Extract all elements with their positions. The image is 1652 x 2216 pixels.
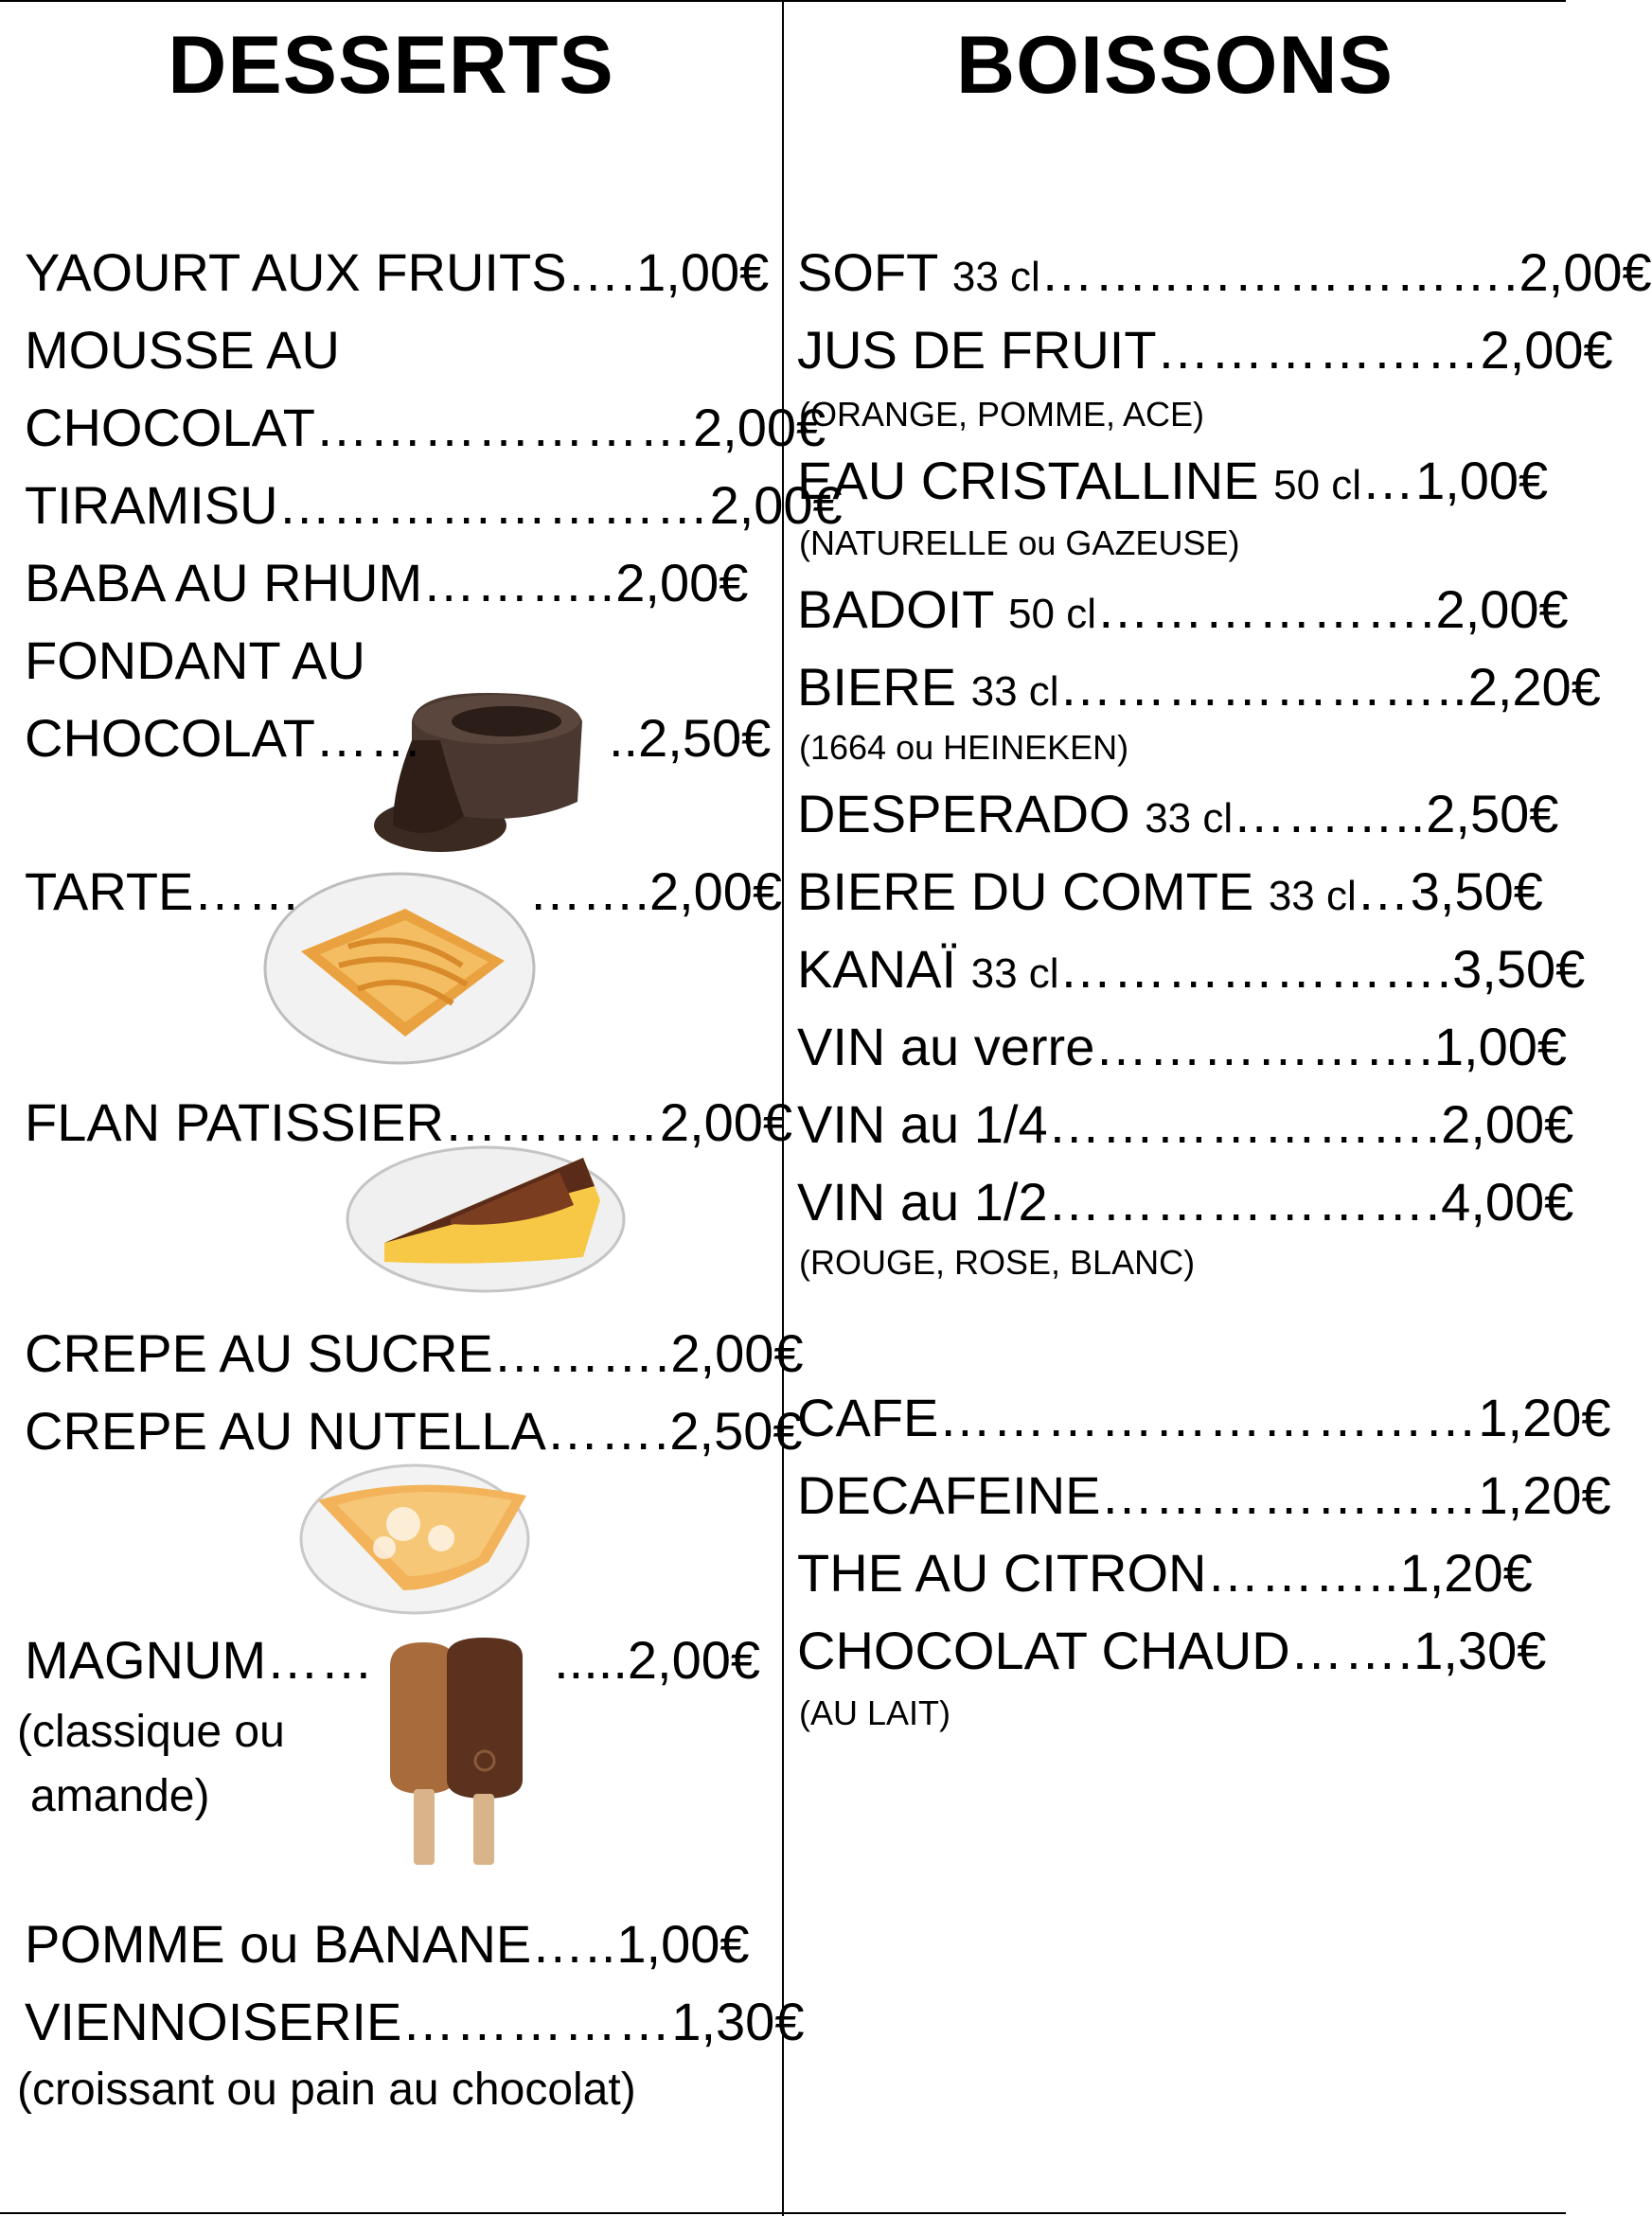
drink-dots: ………………. xyxy=(1094,1017,1434,1076)
biere-note: (1664 ou HEINEKEN) xyxy=(799,728,1129,767)
drink-volume: 50 cl xyxy=(1008,591,1096,637)
dessert-yaourt xyxy=(25,242,769,303)
dessert-tiramisu xyxy=(25,475,843,536)
dessert-name: CHOCOLAT xyxy=(25,708,315,768)
dessert-price: 2,00€ xyxy=(709,475,843,535)
dessert-price: 1,30€ xyxy=(671,1992,805,2051)
drink-biere xyxy=(797,657,1601,722)
drink-name: THE AU CITRON xyxy=(797,1543,1207,1603)
dessert-price: 2,00€ xyxy=(670,1323,804,1383)
dessert-crepe-nutella xyxy=(25,1401,803,1462)
drink-price: 2,00€ xyxy=(1435,579,1569,639)
dessert-pomme-banane xyxy=(25,1914,750,1975)
drink-dots: …………………. xyxy=(1047,1172,1442,1232)
dessert-dots: ………… xyxy=(443,1092,660,1152)
drink-jus xyxy=(797,320,1613,381)
drink-dots: ……. xyxy=(1289,1621,1414,1680)
dessert-name: MAGNUM xyxy=(25,1630,267,1690)
dessert-price: 2,00€ xyxy=(659,1092,793,1152)
dessert-dots: ………………… xyxy=(315,398,693,457)
drink-volume: 50 cl xyxy=(1273,462,1362,508)
drink-price: 2,20€ xyxy=(1467,657,1601,717)
boissons-heading: BOISSONS xyxy=(956,20,1394,111)
magnum-note-line2: amande) xyxy=(30,1771,210,1821)
drink-price: 1,30€ xyxy=(1413,1621,1547,1680)
dessert-crepe-sucre xyxy=(25,1323,804,1384)
drink-name: DESPERADO xyxy=(797,784,1130,843)
dessert-name: BABA AU RHUM xyxy=(25,553,423,612)
dessert-name: CHOCOLAT xyxy=(25,398,315,457)
dessert-dots: …………………… xyxy=(277,475,710,535)
drink-chocolat-chaud xyxy=(797,1621,1546,1681)
eau-note: (NATURELLE ou GAZEUSE) xyxy=(799,523,1240,562)
drink-price: 2,00€ xyxy=(1441,1094,1574,1154)
drink-name: VIN au 1/2 xyxy=(797,1172,1048,1232)
drink-dots: ……………… xyxy=(1156,320,1481,380)
dessert-dots: …. xyxy=(566,242,637,302)
drink-dots: …………………. xyxy=(1058,939,1453,999)
dessert-price: 2,50€ xyxy=(669,1401,803,1461)
dessert-dots: ……. xyxy=(545,1401,670,1461)
dessert-dots: …… xyxy=(266,1630,375,1690)
drink-dots: ………………. xyxy=(1095,579,1436,639)
drink-dots: … xyxy=(1356,861,1411,921)
drink-price: 1,20€ xyxy=(1399,1543,1533,1603)
drink-name: CHOCOLAT CHAUD xyxy=(797,1621,1290,1680)
drink-name: BADOIT xyxy=(797,579,994,639)
drink-name: VIN au verre xyxy=(797,1017,1095,1076)
drink-biere-du-comte xyxy=(797,861,1543,927)
dessert-dots: ……….. xyxy=(422,553,616,612)
drink-name: KANAÏ xyxy=(797,939,957,999)
drink-decafeine xyxy=(797,1465,1611,1526)
dessert-dots: …………… xyxy=(401,1992,672,2051)
vin-note: (ROUGE, ROSE, BLANC) xyxy=(799,1243,1196,1282)
chocolat-note: (AU LAIT) xyxy=(799,1693,951,1732)
drink-name: VIN au 1/4 xyxy=(797,1094,1048,1154)
drink-name: BIERE xyxy=(797,657,957,717)
drink-cafe xyxy=(797,1388,1611,1448)
drink-dots: ………………………… xyxy=(938,1388,1479,1447)
drink-soft xyxy=(797,242,1652,308)
drink-volume: 33 cl xyxy=(1145,795,1234,842)
dessert-baba xyxy=(25,553,748,613)
dessert-price: 1,00€ xyxy=(616,1914,750,1974)
drink-vin-verre xyxy=(797,1017,1567,1077)
desserts-heading: DESSERTS xyxy=(168,20,614,111)
magnum-note-line1: (classique ou xyxy=(17,1707,285,1757)
dessert-price: 2,00€ xyxy=(693,398,826,457)
drink-price: 2,00€ xyxy=(1480,320,1613,380)
dessert-fondant-line1 xyxy=(25,630,365,691)
dessert-name: MOUSSE AU xyxy=(25,320,340,380)
dessert-name: POMME ou BANANE xyxy=(25,1914,532,1974)
dessert-name: TARTE xyxy=(25,861,194,921)
drink-price: 3,50€ xyxy=(1452,939,1586,999)
dessert-name: YAOURT AUX FRUITS xyxy=(25,242,567,302)
drink-dots: …………………. xyxy=(1047,1094,1442,1154)
drink-volume: 33 cl xyxy=(970,950,1059,997)
dessert-price: …….2,00€ xyxy=(528,861,783,921)
viennoiserie-note: (croissant ou pain au chocolat) xyxy=(17,2065,636,2115)
dessert-name: FONDANT AU xyxy=(25,630,365,690)
magnum-ice-creams-photo xyxy=(381,1638,542,1869)
drink-dots: … xyxy=(1361,451,1416,510)
drink-price: 1,00€ xyxy=(1415,451,1549,510)
sugar-crepe-photo xyxy=(299,1458,530,1615)
drink-price: 2,50€ xyxy=(1426,784,1559,843)
drink-price: 1,00€ xyxy=(1433,1017,1568,1076)
drink-badoit xyxy=(797,579,1569,645)
dessert-dots: ………. xyxy=(492,1323,671,1383)
dessert-price: ..2,50€ xyxy=(609,708,772,768)
drink-volume: 33 cl xyxy=(970,668,1059,715)
drink-vin-demi xyxy=(797,1172,1573,1232)
drink-name: SOFT xyxy=(797,242,938,302)
dessert-name: FLAN PATISSIER xyxy=(25,1092,444,1152)
drink-name: CAFE xyxy=(797,1388,939,1447)
dessert-price: 1,00€ xyxy=(636,242,770,302)
drink-volume: 33 cl xyxy=(1268,873,1357,919)
drink-dots: ……….. xyxy=(1206,1543,1400,1603)
dessert-name: VIENNOISERIE xyxy=(25,1992,402,2051)
drink-dots: ……….. xyxy=(1233,784,1427,843)
drink-price: 1,20€ xyxy=(1478,1388,1611,1447)
drink-dots: ………………… xyxy=(1100,1465,1479,1525)
dessert-viennoiserie xyxy=(25,1992,804,2052)
drink-eau xyxy=(797,451,1548,516)
dessert-price: 2,00€ xyxy=(615,553,749,612)
drink-desperado xyxy=(797,784,1558,849)
drink-name: BIERE DU COMTE xyxy=(797,861,1254,921)
jus-note: (ORANGE, POMME, ACE) xyxy=(799,395,1205,434)
dessert-dots: ….. xyxy=(531,1914,617,1974)
flan-slice-photo xyxy=(346,1134,625,1295)
drink-dots: ……..………………. xyxy=(1039,242,1519,302)
drink-dots: ………………….. xyxy=(1058,657,1468,717)
drink-price: 2,00€ xyxy=(1519,242,1652,302)
drink-name: DECAFEINE xyxy=(797,1465,1101,1525)
drink-price: 1,20€ xyxy=(1478,1465,1611,1525)
dessert-dots: …… xyxy=(315,708,423,768)
dessert-price: .....2,00€ xyxy=(554,1630,761,1690)
dessert-mousse-line1 xyxy=(25,320,340,381)
drink-price: 3,50€ xyxy=(1410,861,1543,921)
drink-kanai xyxy=(797,939,1585,1004)
dessert-mousse-line2 xyxy=(25,398,826,458)
drink-the-citron xyxy=(797,1543,1533,1604)
drink-name: EAU CRISTALLINE xyxy=(797,451,1259,510)
dessert-fondant-line2 xyxy=(25,708,771,769)
drink-volume: 33 cl xyxy=(951,254,1040,300)
dessert-dots: …… xyxy=(193,861,302,921)
drink-name: JUS DE FRUIT xyxy=(797,320,1157,380)
drink-vin-quart xyxy=(797,1094,1573,1155)
dessert-name: CREPE AU SUCRE xyxy=(25,1323,493,1383)
dessert-tarte xyxy=(25,861,782,922)
dessert-name: TIRAMISU xyxy=(25,475,278,535)
dessert-name: CREPE AU NUTELLA xyxy=(25,1401,546,1461)
drink-price: 4,00€ xyxy=(1441,1172,1574,1232)
